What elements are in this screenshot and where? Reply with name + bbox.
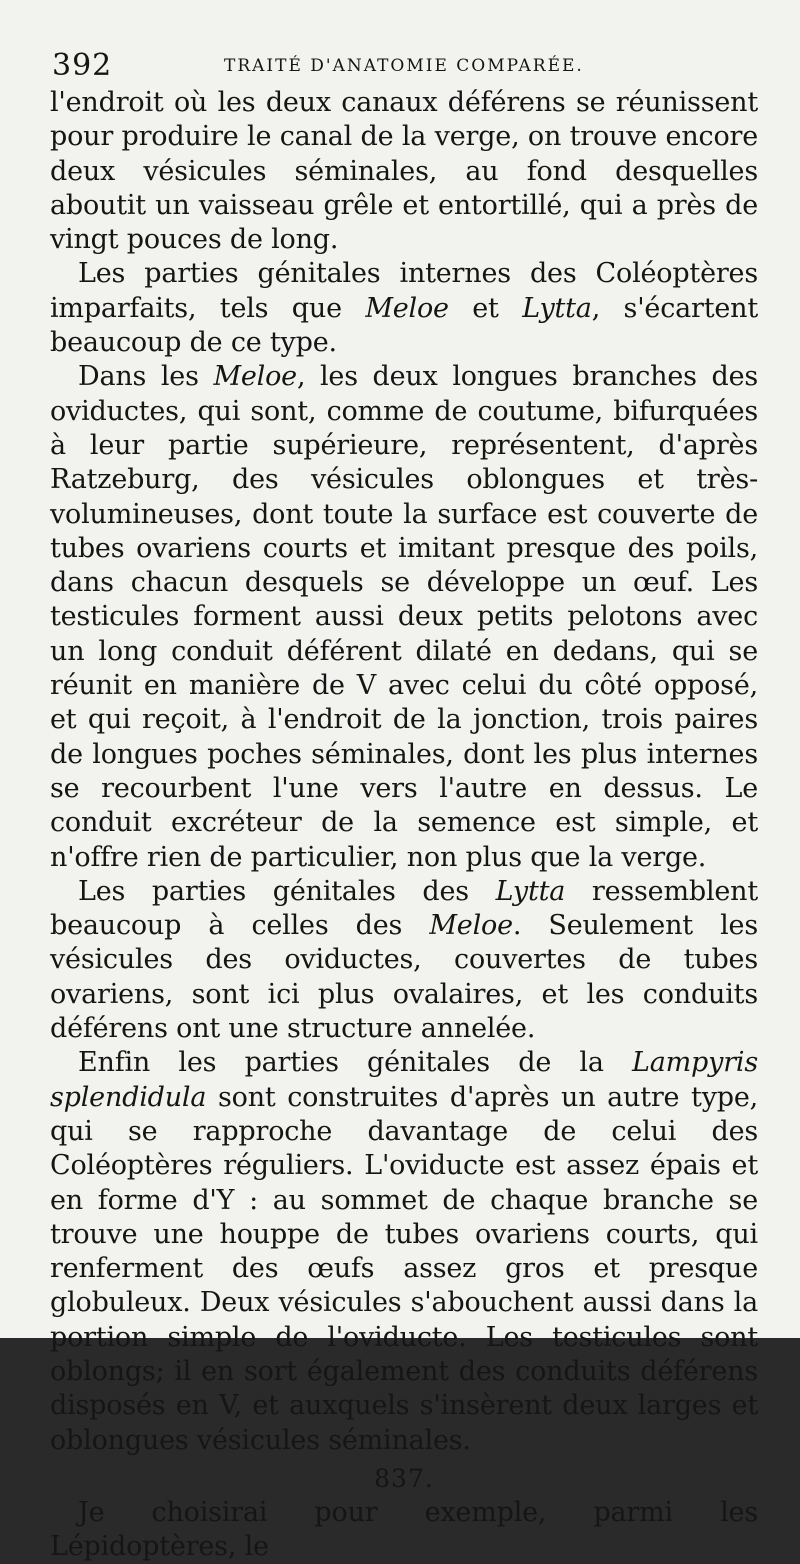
- paragraph-lepidopteres: Je choisirai pour exemple, parmi les Lépidoptères, le: [50, 1496, 758, 1563]
- taxon-name: Lampyris splendidula: [50, 1047, 758, 1113]
- paragraph-lytta: [50, 875, 758, 1046]
- paragraph-coleopteres-imparfaits: [50, 257, 758, 360]
- taxon-name: Meloe: [429, 910, 513, 942]
- paragraph-continuation: l'endroit où les deux canaux déférens se réunissent pour produire le canal de la verge, on trouve encore deux vésicules séminales, au fond desquelles aboutit un vaisseau grêle et entortillé, qui a près de vingt pouces de long.: [50, 87, 758, 256]
- taxon-name: Lytta: [522, 292, 592, 324]
- section-number: 837.: [374, 1463, 434, 1493]
- taxon-name: Meloe: [213, 361, 297, 393]
- paragraph-text: Enfin les parties génitales de la: [78, 1047, 633, 1079]
- paragraph-text: , les deux longues branches des oviductes, qui sont, comme de coutume, bifurquées à leur partie supérieure, représentent, d'après Ratzeburg, des vésicules oblongues et très-volumineuses, dont toute la surface est couverte de tubes ovariens courts et imitant presque des poils, dans chacun desquels se développe un œuf. Les testicules forment aussi deux petits pelotons avec un long conduit déférent dilaté en dedans, qui se réunit en manière de V avec celui du côté opposé, et qui reçoit, à l'endroit de la jonction, trois paires de longues poches séminales, dont les plus internes se recourbent l'une vers l'autre en dessus. Le conduit excréteur de la semence est simple, et n'offre rien de particulier, non plus que la verge.: [50, 361, 759, 873]
- body-text: [50, 86, 758, 1564]
- taxon-name: Meloe: [365, 292, 449, 324]
- paragraph-text: sont construites d'après un autre type, qui se rapproche davantage de celui des Coléoptères réguliers. L'oviducte est assez épais et en forme d'Y : au sommet de chaque branche se trouve une houppe de tubes ovariens courts, qui renferment des œufs assez gros et presque globuleux. Deux vésicules s'abouchent aussi dans la portion simple de l'oviducte. Les testicules sont oblongs; il en sort également des conduits déférens disposés en V, et auxquels s'insèrent deux larges et oblongues vésicules séminales.: [50, 1081, 758, 1456]
- paragraph-text: et: [448, 292, 523, 324]
- paragraph-text: Les parties génitales des: [78, 875, 496, 907]
- running-title: TRAITÉ D'ANATOMIE COMPARÉE.: [224, 56, 584, 76]
- paragraph-text: ressemblent beaucoup à celles des: [50, 875, 759, 942]
- paragraph-meloe: [50, 360, 758, 874]
- paragraph-text: Dans les: [78, 361, 214, 393]
- page-header: [52, 48, 760, 88]
- paragraph-text: , s'écartent beaucoup de ce type.: [50, 292, 759, 359]
- paragraph-lampyris: [50, 1046, 758, 1458]
- page-number: 392: [52, 48, 113, 83]
- paragraph-text: Les parties génitales internes des Coléoptères imparfaits, tels que: [50, 258, 758, 324]
- taxon-name: Lytta: [495, 875, 566, 907]
- paragraph-text: . Seulement les vésicules des oviductes, couvertes de tubes ovariens, sont ici plus ovalaires, et les conduits déférens ont une structure annelée.: [50, 910, 758, 1045]
